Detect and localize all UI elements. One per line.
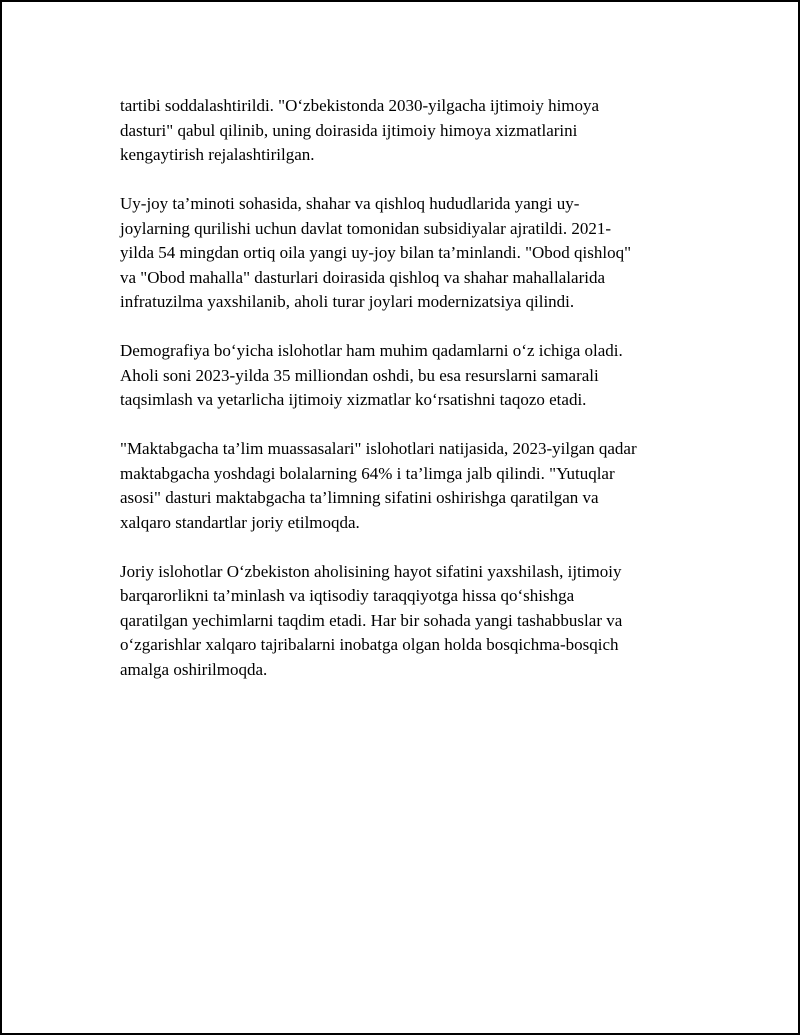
text-line: Uy-joy ta’minoti sohasida, shahar va qishloq hududlarida yangi uy-	[120, 194, 580, 213]
text-line: joylarning qurilishi uchun davlat tomonidan subsidiyalar ajratildi. 2021-	[120, 218, 612, 238]
text-line: amalga oshirilmoqda.	[120, 659, 268, 679]
text-line: "Maktabgacha ta’lim muassasalari" islohotlari natijasida, 2023-yilgan qadar	[120, 439, 637, 458]
paragraph-social-protection	[120, 94, 700, 168]
paragraph-conclusion	[120, 560, 700, 683]
paragraph-demography	[120, 339, 700, 413]
text-line: taqsimlash va yetarlicha ijtimoiy xizmatlar ko‘rsatishni taqozo etadi.	[120, 390, 587, 409]
text-line: barqarorlikni ta’minlash va iqtisodiy taraqqiyotga hissa qo‘shishga	[120, 586, 575, 605]
text-line: Aholi soni 2023-yilda 35 milliondan oshdi, bu esa resurslarni samarali	[120, 365, 599, 385]
text-line: tartibi soddalashtirildi. "O‘zbekistonda 2030-yilgacha ijtimoiy himoya	[120, 96, 600, 115]
text-line: asosi" dasturi maktabgacha ta’limning sifatini oshirishga qaratilgan va	[120, 488, 599, 507]
document-body	[120, 94, 700, 707]
text-line: va "Obod mahalla" dasturlari doirasida qishloq va shahar mahallalarida	[120, 267, 605, 287]
paragraph-housing	[120, 192, 700, 315]
text-line: Joriy islohotlar O‘zbekiston aholisining hayot sifatini yaxshilash, ijtimoiy	[120, 561, 622, 581]
text-line: infratuzilma yaxshilanib, aholi turar joylari modernizatsiya qilindi.	[120, 292, 575, 311]
text-line: xalqaro standartlar joriy etilmoqda.	[120, 512, 360, 532]
paragraph-preschool-education	[120, 437, 700, 535]
text-line: maktabgacha yoshdagi bolalarning 64% i ta’limga jalb qilindi. "Yutuqlar	[120, 463, 615, 483]
text-line: dasturi" qabul qilinib, uning doirasida ijtimoiy himoya xizmatlarini	[120, 120, 578, 140]
text-line: Demografiya bo‘yicha islohotlar ham muhim qadamlarni o‘z ichiga oladi.	[120, 341, 623, 360]
text-line: qaratilgan yechimlarni taqdim etadi. Har bir sohada yangi tashabbuslar va	[120, 610, 623, 630]
text-line: yilda 54 mingdan ortiq oila yangi uy-joy bilan ta’minlandi. "Obod qishloq"	[120, 243, 632, 262]
text-line: o‘zgarishlar xalqaro tajribalarni inobatga olgan holda bosqichma-bosqich	[120, 635, 619, 654]
text-line: kengaytirish rejalashtirilgan.	[120, 145, 315, 164]
